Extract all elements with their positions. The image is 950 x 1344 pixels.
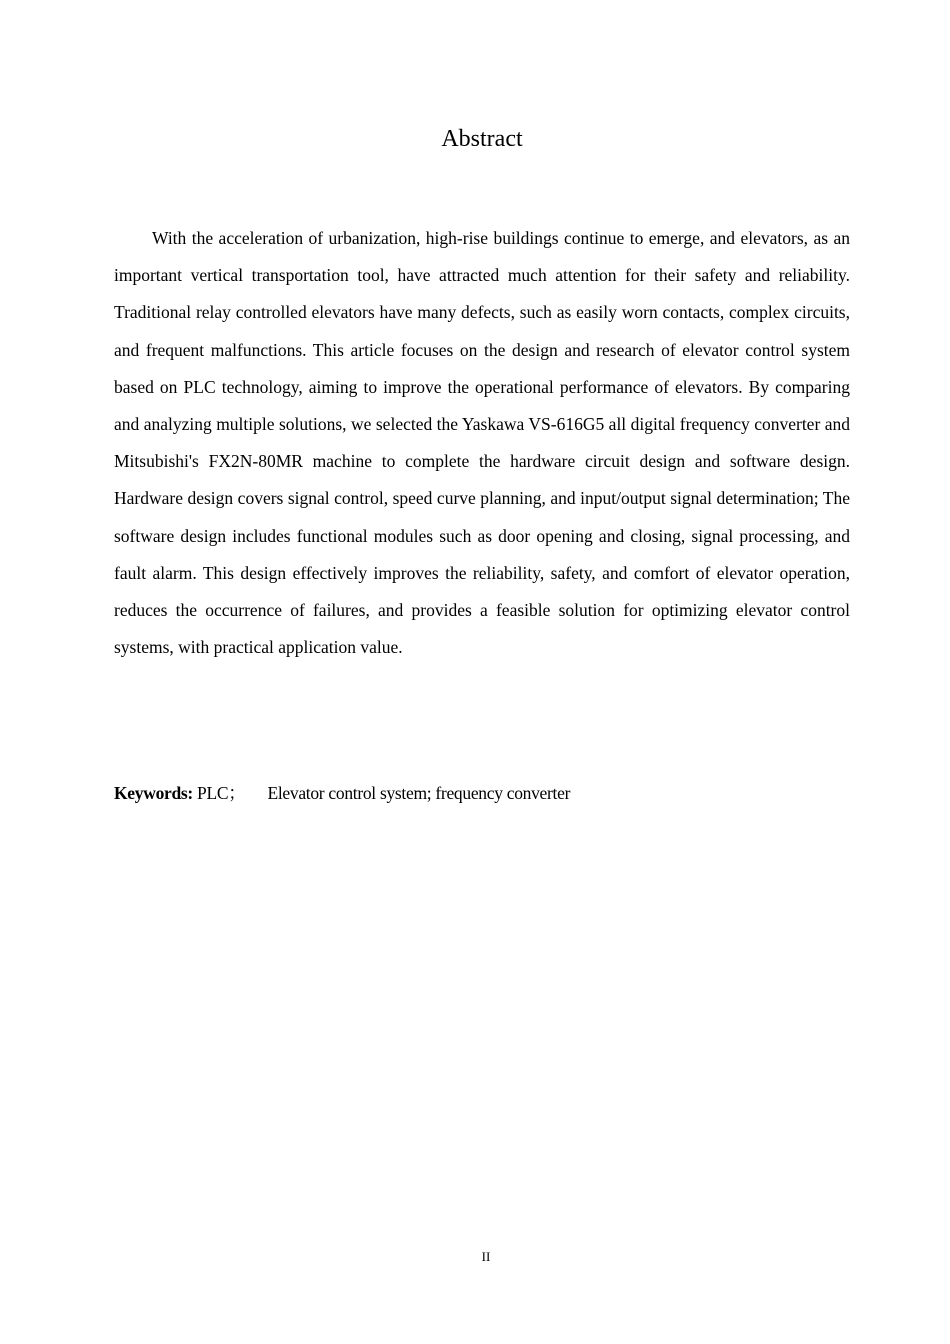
page-number: II [481, 1249, 491, 1264]
abstract-title: Abstract [441, 126, 523, 152]
keywords-rest: Elevator control system; frequency converter [267, 783, 571, 803]
keywords-label: Keywords: [114, 783, 193, 803]
keyword-plc: PLC； [197, 783, 246, 803]
keywords-line [114, 778, 850, 808]
abstract-body: With the acceleration of urbanization, high-rise buildings continue to emerge, and elevators, as an important vertical transportation tool, have attracted much attention for their safety and reliability. Traditional relay controlled elevators have many defects, such as easily worn contacts, complex circuits, and frequent malfunctions. This article focuses on the design and research of elevator control system based on PLC technology, aiming to improve the operational performance of elevators. By comparing and analyzing multiple solutions, we selected the Yaskawa VS-616G5 all digital frequency converter and Mitsubishi's FX2N-80MR machine to complete the hardware circuit design and software design. Hardware design covers signal control, speed curve planning, and input/output signal determination; The software design includes functional modules such as door opening and closing, signal processing, and fault alarm. This design effectively improves the reliability, safety, and comfort of elevator operation, reduces the occurrence of failures, and provides a feasible solution for optimizing elevator control systems, with practical application value. [114, 228, 850, 658]
